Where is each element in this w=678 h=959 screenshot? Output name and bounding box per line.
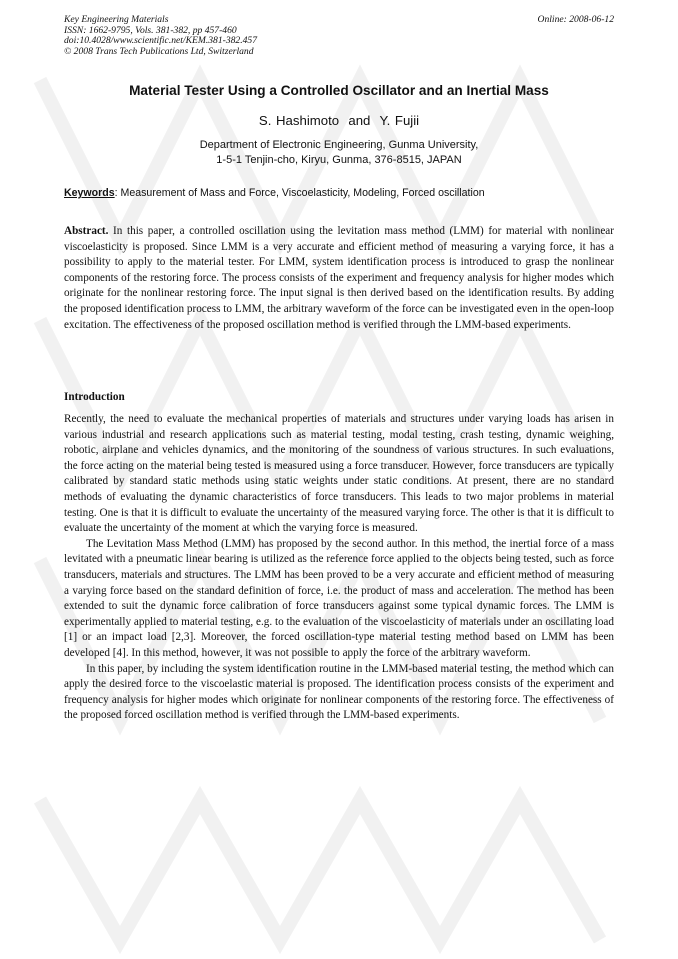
journal-header <box>64 15 614 57</box>
copyright-line: © 2008 Trans Tech Publications Ltd, Switzerland <box>64 45 254 57</box>
affiliation-line-2: 1-5-1 Tenjin-cho, Kiryu, Gunma, 376-8515, JAPAN <box>216 154 462 166</box>
journal-name: Key Engineering Materials <box>64 14 169 25</box>
introduction-heading: Introduction <box>64 391 125 403</box>
introduction-body <box>64 412 614 724</box>
keywords-text: : Measurement of Mass and Force, Viscoelasticity, Modeling, Forced oscillation <box>114 187 485 199</box>
paper-authors: S. Hashimoto and Y. Fujii <box>258 113 420 128</box>
affiliation-line-1: Department of Electronic Engineering, Gunma University, <box>199 139 479 151</box>
paper-title: Material Tester Using a Controlled Oscillator and an Inertial Mass <box>129 83 549 98</box>
abstract <box>64 224 614 333</box>
doi-line: doi:10.4028/www.scientific.net/KEM.381-382.457 <box>64 35 258 47</box>
keywords <box>64 187 628 199</box>
intro-paragraph-2: The Levitation Mass Method (LMM) has proposed by the second author. In this method, the inertial force of a mass levitated with a pneumatic linear bearing is utilized as the reference force applied to the objects being tested, such as force transducers, materials and structures. The LMM has been proved to be a very accurate and efficient method of measuring a varying force based on the standard definition of force, i.e. the product of mass and acceleration. The method has been extended to suit the dynamic force calibration of force transducers against some typical dynamic forces. The LMM is experimentally applied to material testing, e.g. to the evaluation of the viscoelasticity of materials under an oscillating load [1] or an impact load [2,3]. Moreover, the forced oscillation-type material testing method based on LMM has been developed [4]. In this method, however, it was not possible to apply the force of the arbitrary waveform. <box>64 537 614 659</box>
abstract-label: Abstract. <box>64 225 109 237</box>
intro-paragraph-1: Recently, the need to evaluate the mechanical properties of materials and structures under varying loads has arisen in various industrial and research applications such as material testing, modal testing, crash testing, dynamic weighing, robotic, airplane and vehicles dynamics, and the monitoring of the soundness of various structures. In such evaluations, the force acting on the material being tested is measured using a force transducer. However, force transducers are typically calibrated by standard static methods using static weights under static conditions. At present, there are no standard methods of evaluating the dynamic characteristics of force transducers. This leads to two major problems in material testing. One is that it is difficult to evaluate the uncertainty of the measured varying force. The other is that it is difficult to evaluate the uncertainty of the moment at which the varying force is measured. <box>64 413 614 535</box>
issn-line: ISSN: 1662-9795, Vols. 381-382, pp 457-460 <box>64 24 237 36</box>
intro-paragraph-3: In this paper, by including the system identification routine in the LMM-based material testing, the method which can apply the desired force to the viscoelastic material is proposed. The identification process consists of the experiment and frequency analysis for higher modes which originate for nonlinear components of the restoring force. The effectiveness of the proposed forced oscillation method is verified through the LMM-based experiments. <box>64 662 614 722</box>
keywords-label: Keywords <box>64 187 115 199</box>
abstract-text: In this paper, a controlled oscillation using the levitation mass method (LMM) for material with nonlinear viscoelasticity is proposed. Since LMM is a very accurate and efficient method of measuring a varying force, it has a possibility to apply to the material tester. For LMM, system identification process is introduced to grasp the nonlinear components of the restoring force. The process consists of the experiment and frequency analysis for higher modes which originate for the nonlinear restoring force. The input signal is then derived based on the identification results. By adding the proposed identification process to LMM, the arbitrary waveform of the force can be investigated even in the open-loop excitation. The effectiveness of the proposed oscillation method is verified through the LMM-based experiments. <box>64 225 614 331</box>
affiliation <box>0 138 678 168</box>
online-date: Online: 2008-06-12 <box>537 14 614 25</box>
